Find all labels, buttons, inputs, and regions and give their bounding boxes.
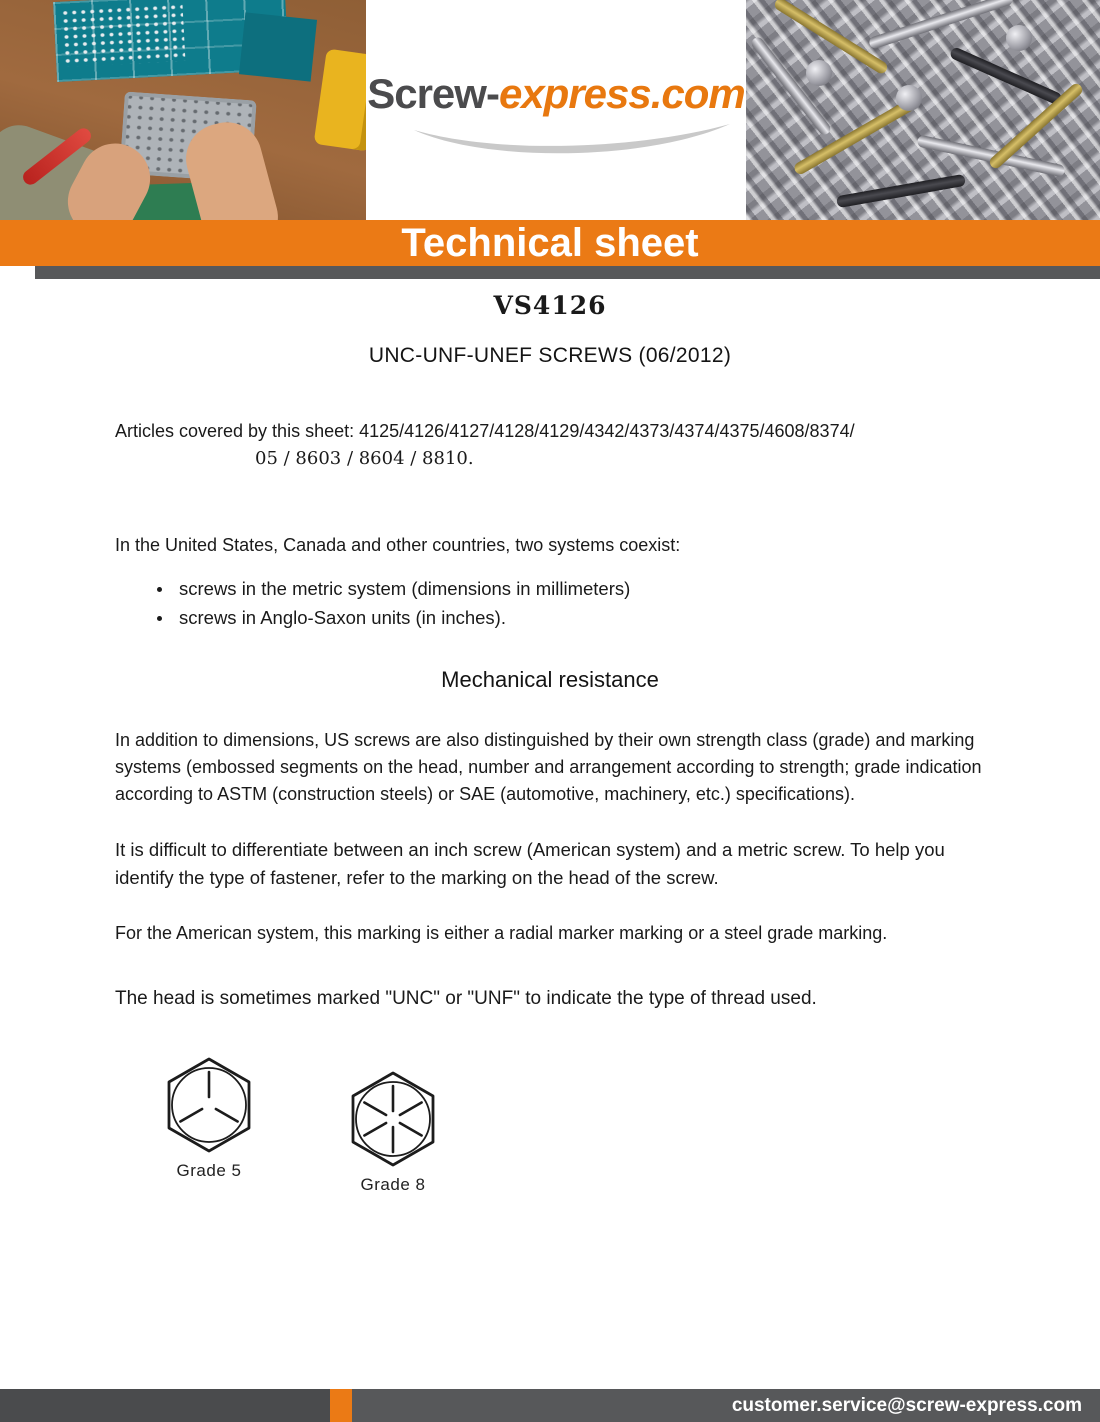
photo-detail-yellow-tool <box>314 49 366 152</box>
divider-bar <box>35 266 1100 279</box>
intro-paragraph: In the United States, Canada and other countries, two systems coexist: <box>115 535 681 556</box>
photo-detail-screw-bin <box>61 3 186 67</box>
footer-email[interactable]: customer.service@screw-express.com <box>731 1394 1082 1416</box>
articles-covered <box>115 418 985 469</box>
paragraph-head-marking: The head is sometimes marked "UNC" or "UNF" to indicate the type of thread used. <box>115 987 817 1009</box>
logo-text-screw: Screw- <box>367 70 499 117</box>
section-heading-mechanical-resistance: Mechanical resistance <box>441 667 659 693</box>
photo-detail-screw-head <box>1006 25 1032 51</box>
logo-text-express: express.com <box>498 70 745 117</box>
paragraph-marking-types: For the American system, this marking is either a radial marker marking or a steel grade marking. <box>115 922 888 943</box>
logo-swoosh <box>406 122 736 160</box>
paragraph-grades: In addition to dimensions, US screws are also distinguished by their own strength class (grade) and marking systems (embossed segments on the head, number and arrangement according to strength; grade indication according to ASTM (construction steels) or SAE (automotive, machinery, etc.) specifications). <box>115 730 982 805</box>
photo-detail-organizer-box <box>239 12 317 81</box>
photo-workbench <box>0 0 366 220</box>
document-body <box>0 279 1100 1389</box>
paragraph-identify: It is difficult to differentiate between an inch screw (American system) and a metric screw. To help you identify the type of fastener, refer to the marking on the head of the screw. <box>115 839 945 888</box>
grade-8-figure <box>337 1069 449 1195</box>
bullet-anglo-saxon-units: screws in Anglo-Saxon units (in inches). <box>157 607 985 629</box>
photo-screw-pile <box>746 0 1100 220</box>
footer <box>0 1389 1100 1422</box>
grade-markings <box>115 1055 985 1195</box>
grade-5-label: Grade 5 <box>176 1161 242 1181</box>
photo-detail-screw-head <box>806 60 832 86</box>
grade-8-head-drawing <box>343 1069 443 1169</box>
bullet-metric-system: screws in the metric system (dimensions in millimeters) <box>157 578 985 600</box>
doc-code: VS4126 <box>493 291 607 320</box>
logo <box>366 0 746 220</box>
header <box>0 0 1100 220</box>
footer-accent-square <box>330 1389 352 1422</box>
grade-5-head-drawing <box>159 1055 259 1155</box>
banner <box>0 220 1100 266</box>
banner-title: Technical sheet <box>401 221 699 265</box>
grade-8-label: Grade 8 <box>360 1175 426 1195</box>
systems-bullet-list <box>115 578 985 629</box>
doc-title: UNC-UNF-UNEF SCREWS (06/2012) <box>368 344 732 367</box>
articles-line-2: 05 / 8603 / 8604 / 8810. <box>255 448 474 470</box>
footer-left-segment <box>0 1389 330 1422</box>
photo-detail-screw-head <box>896 85 922 111</box>
logo-text <box>367 70 745 118</box>
grade-5-figure <box>153 1055 265 1181</box>
articles-line-1: Articles covered by this sheet: 4125/4126/4127/4128/4129/4342/4373/4374/4375/4608/8374/ <box>115 421 855 441</box>
